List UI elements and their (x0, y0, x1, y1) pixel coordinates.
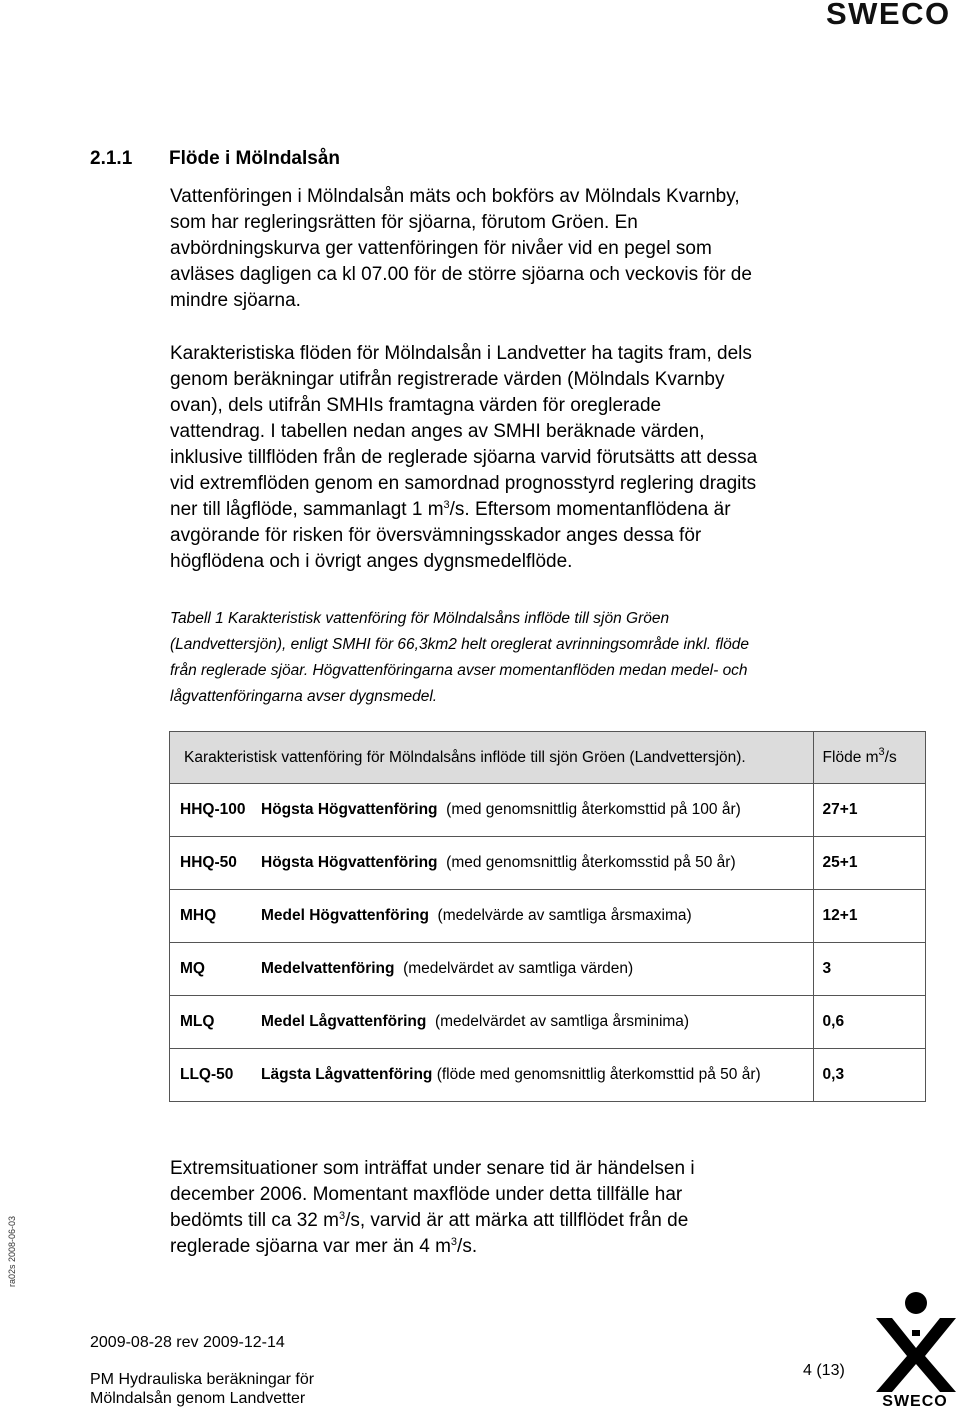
text-fragment: /s (884, 748, 897, 766)
text-fragment: /s. Eftersom momentanflödena är (449, 499, 731, 520)
row-description (170, 784, 814, 837)
paragraph-3 (170, 1156, 870, 1260)
paragraph-line: avläses dagligen ca kl 07.00 för de större sjöarna och veckovis för de (170, 264, 752, 285)
flow-code: LLQ-50 (180, 1066, 234, 1083)
sweco-figure-icon (872, 1290, 958, 1408)
footer-doc-title-line2: Mölndalsån genom Landvetter (90, 1390, 306, 1407)
table-row (170, 837, 926, 890)
flow-value: 0,6 (813, 996, 925, 1049)
table-row (170, 996, 926, 1049)
section-title: Flöde i Mölndalsån (169, 148, 341, 169)
flow-term: Medel Lågvattenföring (261, 1013, 427, 1030)
flow-value: 0,3 (813, 1049, 925, 1102)
table-row (170, 784, 926, 837)
table-header-row (170, 732, 926, 784)
row-description (170, 1049, 814, 1102)
paragraph-line: högflödena och i övrigt anges dygnsmedelflöde. (170, 551, 573, 572)
flow-value: 25+1 (813, 837, 925, 890)
flow-note: (medelvärdet av samtliga värden) (403, 960, 634, 977)
paragraph-line (170, 1234, 870, 1260)
flow-note: (medelvärde av samtliga årsmaxima) (437, 907, 692, 924)
sweco-logo-top: SWECO (826, 0, 951, 31)
page-number: 4 (13) (803, 1362, 845, 1379)
text-fragment: /s, varvid är att märka att tillflödet från de (345, 1210, 689, 1231)
caption-line: lågvattenföringarna avser dygnsmedel. (170, 688, 438, 705)
paragraph-line: mindre sjöarna. (170, 290, 301, 311)
flow-code: MLQ (180, 1013, 215, 1030)
flow-code: HHQ-50 (180, 854, 237, 871)
paragraph-line: avgörande för risken för översvämningsskador anges dessa för (170, 525, 702, 546)
superscript: 3 (450, 1236, 458, 1248)
paragraph-line: vid extremflöden genom en samordnad prognosstyrd reglering dragits (170, 473, 757, 494)
row-description (170, 837, 814, 890)
flow-table (169, 731, 926, 1102)
paragraph-line (170, 1208, 870, 1234)
flow-note: (medelvärdet av samtliga årsminima) (434, 1013, 690, 1030)
superscript: 3 (878, 745, 885, 758)
text-fragment: bedömts till ca 32 m (170, 1210, 339, 1231)
paragraph-1 (170, 184, 870, 314)
paragraph-line: Extremsituationer som inträffat under senare tid är händelsen i (170, 1158, 695, 1179)
flow-value: 27+1 (813, 784, 925, 837)
table-row (170, 1049, 926, 1102)
caption-line: Tabell 1 Karakteristisk vattenföring för Mölndalsåns inflöde till sjön Gröen (170, 610, 670, 627)
paragraph-line: inklusive tillflöden från de reglerade sjöarna varvid förutsätts att dessa (170, 447, 758, 468)
row-description (170, 890, 814, 943)
flow-term: Högsta Högvattenföring (261, 801, 438, 818)
flow-code: MQ (180, 960, 205, 977)
paragraph-line: december 2006. Momentant maxflöde under detta tillfälle har (170, 1184, 683, 1205)
paragraph-line (170, 497, 870, 523)
sweco-logo-bottom-text: SWECO (882, 1393, 948, 1408)
header-flow-unit (813, 732, 925, 784)
flow-value: 3 (813, 943, 925, 996)
flow-term: Lägsta Lågvattenföring (261, 1066, 433, 1083)
paragraph-line: som har regleringsrätten för sjöarna, förutom Gröen. En (170, 212, 638, 233)
flow-term: Medel Högvattenföring (261, 907, 429, 924)
paragraph-line: ovan), dels utifrån SMHIs framtagna värden för oreglerade (170, 395, 662, 416)
text-fragment: /s. (457, 1236, 478, 1257)
flow-note: (flöde med genomsnittlig återkomsttid på 50 år) (436, 1066, 761, 1083)
paragraph-line: Vattenföringen i Mölndalsån mäts och bokförs av Mölndals Kvarnby, (170, 186, 740, 207)
text-fragment: ner till lågflöde, sammanlagt 1 m (170, 499, 444, 520)
footer-date: 2009-08-28 rev 2009-12-14 (90, 1334, 285, 1351)
flow-code: MHQ (180, 907, 217, 924)
paragraph-2 (170, 341, 870, 575)
flow-note: (med genomsnittlig återkomsttid på 100 år) (446, 801, 741, 818)
caption-line: (Landvettersjön), enligt SMHI för 66,3km2 helt oreglerat avrinningsområde inkl. flöde (170, 636, 749, 653)
paragraph-line: genom beräkningar utifrån registrerade värden (Mölndals Kvarnby (170, 369, 725, 390)
section-heading (90, 148, 340, 170)
flow-term: Medelvattenföring (261, 960, 395, 977)
footer-doc-title-line1: PM Hydrauliska beräkningar för (90, 1371, 315, 1388)
superscript: 3 (443, 499, 450, 511)
flow-value: 12+1 (813, 890, 925, 943)
paragraph-line: avbördningskurva ger vattenföringen för nivåer vid en pegel som (170, 238, 712, 259)
text-fragment: reglerade sjöarna var mer än 4 m (170, 1236, 451, 1257)
flow-term: Högsta Högvattenföring (261, 854, 438, 871)
header-description: Karakteristisk vattenföring för Mölndalsåns inflöde till sjön Gröen (Landvettersjön). (170, 732, 814, 784)
template-stamp: ra02s 2008-06-03 (7, 1215, 17, 1287)
row-description (170, 996, 814, 1049)
table-row (170, 943, 926, 996)
table-caption (170, 606, 870, 710)
flow-note: (med genomsnittlig återkomsstid på 50 år) (446, 854, 736, 871)
caption-line: från reglerade sjöar. Högvattenföringarna avser momentanflöden medan medel- och (170, 662, 748, 679)
flow-code: HHQ-100 (180, 801, 246, 818)
superscript: 3 (338, 1210, 346, 1222)
paragraph-line: Karakteristiska flöden för Mölndalsån i Landvetter ha tagits fram, dels (170, 343, 752, 364)
table-row (170, 890, 926, 943)
section-number: 2.1.1 (90, 148, 133, 169)
row-description (170, 943, 814, 996)
paragraph-line: vattendrag. I tabellen nedan anges av SMHI beräknade värden, (170, 421, 705, 442)
text-fragment: Flöde m (822, 748, 879, 766)
